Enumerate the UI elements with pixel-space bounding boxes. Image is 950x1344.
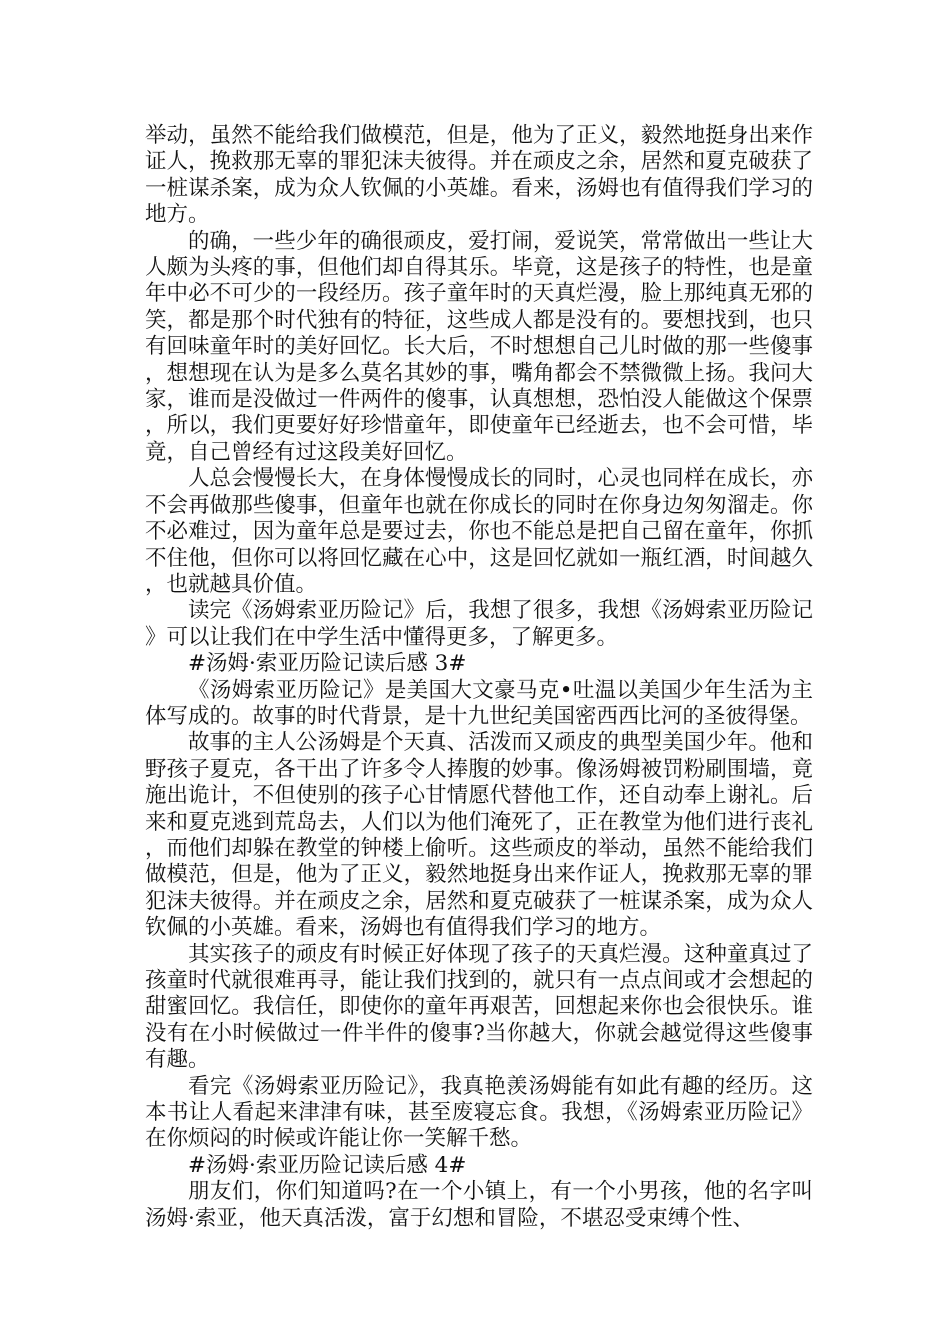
body-paragraph: 朋友们，你们知道吗?在一个小镇上，有一个小男孩，他的名字叫汤姆·索亚，他天真活泼，富于幻想和冒险，不堪忍受束缚个性、 xyxy=(145,1179,813,1231)
body-paragraph: 读完《汤姆索亚历险记》后，我想了很多，我想《汤姆索亚历险记》可以让我们在中学生活中懂得更多，了解更多。 xyxy=(145,598,813,650)
body-paragraph: 人总会慢慢长大，在身体慢慢成长的同时，心灵也同样在成长，亦不会再做那些傻事，但童年也就在你成长的同时在你身边匆匆溜走。你不必难过，因为童年总是要过去，你也不能总是把自己留在童年，你抓不住他，但你可以将回忆藏在心中，这是回忆就如一瓶红酒，时间越久，也就越具价值。 xyxy=(145,466,813,597)
body-paragraph: 《汤姆索亚历险记》是美国大文豪马克•吐温以美国少年生活为主体写成的。故事的时代背景，是十九世纪美国密西西比河的圣彼得堡。 xyxy=(145,677,813,729)
document-page xyxy=(145,123,813,1232)
section-heading: #汤姆·索亚历险记读后感 3# xyxy=(188,651,467,677)
body-paragraph: 的确，一些少年的确很顽皮，爱打闹，爱说笑，常常做出一些让大人颇为头疼的事，但他们却自得其乐。毕竟，这是孩子的特性，也是童年中必不可少的一段经历。孩子童年时的天真烂漫，脸上那纯真无邪的笑，都是那个时代独有的特征，这些成人都是没有的。要想找到，也只有回味童年时的美好回忆。长大后，不时想想自己儿时做的那一些傻事，想想现在认为是多么莫名其妙的事，嘴角都会不禁微微上扬。我问大家，谁而是没做过一件两件的傻事，认真想想，恐怕没人能做这个保票，所以，我们更要好好珍惜童年，即使童年已经逝去，也不会可惜，毕竟，自己曾经有过这段美好回忆。 xyxy=(145,228,813,465)
body-paragraph: 看完《汤姆索亚历险记》，我真艳羡汤姆能有如此有趣的经历。这本书让人看起来津津有味，甚至废寝忘食。我想，《汤姆索亚历险记》在你烦闷的时候或许能让你一笑解千愁。 xyxy=(145,1073,813,1152)
body-paragraph: 其实孩子的顽皮有时候正好体现了孩子的天真烂漫。这种童真过了孩童时代就很难再寻，能让我们找到的，就只有一点点间或才会想起的甜蜜回忆。我信任，即使你的童年再艰苦，回想起来你也会很快乐。谁没有在小时候做过一件半件的傻事?当你越大，你就会越觉得这些傻事有趣。 xyxy=(145,941,813,1073)
body-paragraph: 故事的主人公汤姆是个天真、活泼而又顽皮的典型美国少年。他和野孩子夏克，各干出了许多令人捧腹的妙事。像汤姆被罚粉刷围墙，竟施出诡计，不但使别的孩子心甘情愿代替他工作，还自动奉上谢礼。后来和夏克逃到荒岛去，人们以为他们淹死了，正在教堂为他们进行丧礼，而他们却躲在教堂的钟楼上偷听。这些顽皮的举动，虽然不能给我们做模范，但是，他为了正义，毅然地挺身出来作证人，挽救那无辜的罪犯沫夫彼得。并在顽皮之余，居然和夏克破获了一桩谋杀案，成为众人钦佩的小英雄。看来，汤姆也有值得我们学习的地方。 xyxy=(145,730,813,941)
body-paragraph: 举动，虽然不能给我们做模范，但是，他为了正义，毅然地挺身出来作证人，挽救那无辜的罪犯沫夫彼得。并在顽皮之余，居然和夏克破获了一桩谋杀案，成为众人钦佩的小英雄。看来，汤姆也有值得我们学习的地方。 xyxy=(145,123,813,228)
section-heading: #汤姆·索亚历险记读后感 4# xyxy=(188,1152,467,1178)
